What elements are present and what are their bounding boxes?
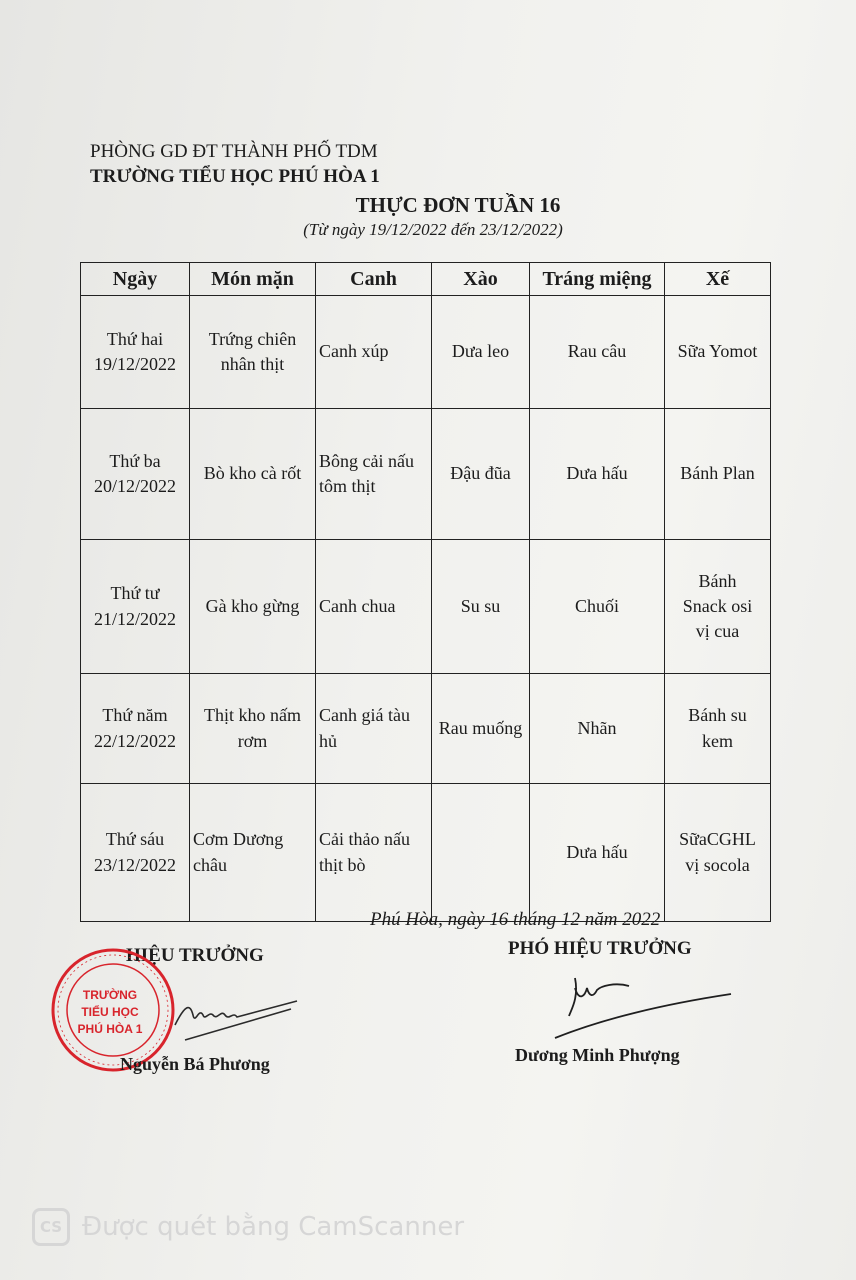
camscanner-watermark [32,1208,464,1246]
cell-line: Sữa Yomot [677,341,758,362]
date: 19/12/2022 [93,354,176,374]
menu-title: THỰC ĐƠN TUẦN 16 [355,193,561,217]
stamp-line-3: PHÚ HÒA 1 [77,1022,143,1036]
cell-line: rơm [237,730,268,751]
cell-line: hủ [319,730,337,751]
cell-line: Cơm Dương [193,829,284,850]
main-dish-cell [190,409,316,540]
stir-fry-cell [432,540,530,674]
date-range: (Từ ngày 19/12/2022 đến 23/12/2022) [303,220,563,239]
watermark-text: Được quét bằng CamScanner [82,1212,465,1242]
table-row [81,296,771,409]
weekday: Thứ sáu [105,829,165,850]
table-header-row [81,263,771,296]
col-header-soup: Canh [316,263,432,296]
col-header-snack: Xế [665,263,771,296]
stir-fry-cell [432,674,530,784]
date: 22/12/2022 [93,730,176,751]
table-row [81,674,771,784]
day-cell [81,296,190,409]
stamp-line-2: TIỂU HỌC [81,1005,139,1019]
stir-fry-cell [432,784,530,922]
snack-cell [665,540,771,674]
cell-line: Bò kho cà rốt [203,463,302,484]
cell-line: Gà kho gừng [205,595,300,616]
cell-line: Dưa hấu [566,841,628,862]
col-header-day: Ngày [81,263,190,296]
cell-line: Bánh Plan [680,463,755,484]
cell-line: Snack osi [682,595,753,616]
cell-line: Su su [460,595,501,616]
cell-line: Chuối [574,595,619,616]
cell-line: Thịt kho nấm [204,705,301,726]
dessert-cell [530,540,665,674]
stamp-line-1: TRƯỜNG [82,988,138,1002]
table-row [81,540,771,674]
day-cell [81,674,190,784]
weekly-menu-table [80,262,771,922]
dessert-cell [530,409,665,540]
cell-line: Cải thảo nấu [319,829,410,850]
cell-line: Canh xúp [319,341,389,362]
weekday: Thứ năm [102,705,168,726]
day-cell [81,540,190,674]
camscanner-logo-icon: CS [32,1208,70,1246]
date: 23/12/2022 [93,854,176,875]
soup-cell [316,674,432,784]
date: 21/12/2022 [93,608,176,629]
cell-line: Trứng chiên [208,328,297,349]
cell-line: tôm thịt [319,476,376,496]
table-row [81,784,771,922]
cell-line: Dưa hấu [566,463,628,484]
dessert-cell [530,674,665,784]
cell-line: Canh giá tàu [319,705,410,726]
cell-line: Đậu đũa [450,463,511,484]
cell-line: Nhãn [577,717,617,738]
cell-line: Bông cải nấu [319,450,414,471]
soup-cell [316,296,432,409]
principal-title: HIỆU TRƯỞNG [126,945,264,966]
cell-line: SữaCGHL [679,829,756,850]
place-date: Phú Hòa, ngày 16 tháng 12 năm 2022 [370,909,661,930]
cell-line: Canh chua [319,595,396,616]
col-header-dessert: Tráng miệng [530,263,665,296]
cell-line: kem [702,730,733,751]
day-cell [81,409,190,540]
cell-line: nhân thịt [220,354,285,374]
date: 20/12/2022 [93,476,176,496]
main-dish-cell [190,784,316,922]
dessert-cell [530,784,665,922]
dessert-cell [530,296,665,409]
cell-line: vị socola [685,854,750,875]
snack-cell [665,409,771,540]
day-cell [81,784,190,922]
snack-cell [665,296,771,409]
col-header-main-dish: Món mặn [190,263,316,296]
cell-line: châu [193,854,227,875]
weekday: Thứ tư [110,583,160,604]
weekday: Thứ hai [106,328,164,349]
table-row [81,409,771,540]
department-name: PHÒNG GD ĐT THÀNH PHỐ TDM [90,141,378,162]
soup-cell [316,540,432,674]
vice-principal-name: Dương Minh Phượng [515,1045,680,1065]
cell-line: Bánh su [688,705,747,726]
vice-principal-title: PHÓ HIỆU TRƯỞNG [508,938,692,959]
principal-signature [165,985,305,1055]
stir-fry-cell [432,409,530,540]
main-dish-cell [190,540,316,674]
soup-cell [316,784,432,922]
snack-cell [665,784,771,922]
cell-line: Bánh [698,570,737,591]
stir-fry-cell [432,296,530,409]
weekday: Thứ ba [109,450,161,471]
cell-line: Rau câu [567,341,627,362]
principal-name: Nguyễn Bá Phương [120,1054,270,1074]
snack-cell [665,674,771,784]
cell-line: vị cua [695,621,740,642]
main-dish-cell [190,296,316,409]
main-dish-cell [190,674,316,784]
cell-line: Dưa leo [451,341,510,362]
cell-line: Rau muống [438,717,523,738]
cell-line: thịt bò [319,854,366,875]
col-header-stir-fry: Xào [432,263,530,296]
vice-principal-signature [545,968,735,1053]
school-name: TRƯỜNG TIỂU HỌC PHÚ HÒA 1 [90,166,380,187]
soup-cell [316,409,432,540]
